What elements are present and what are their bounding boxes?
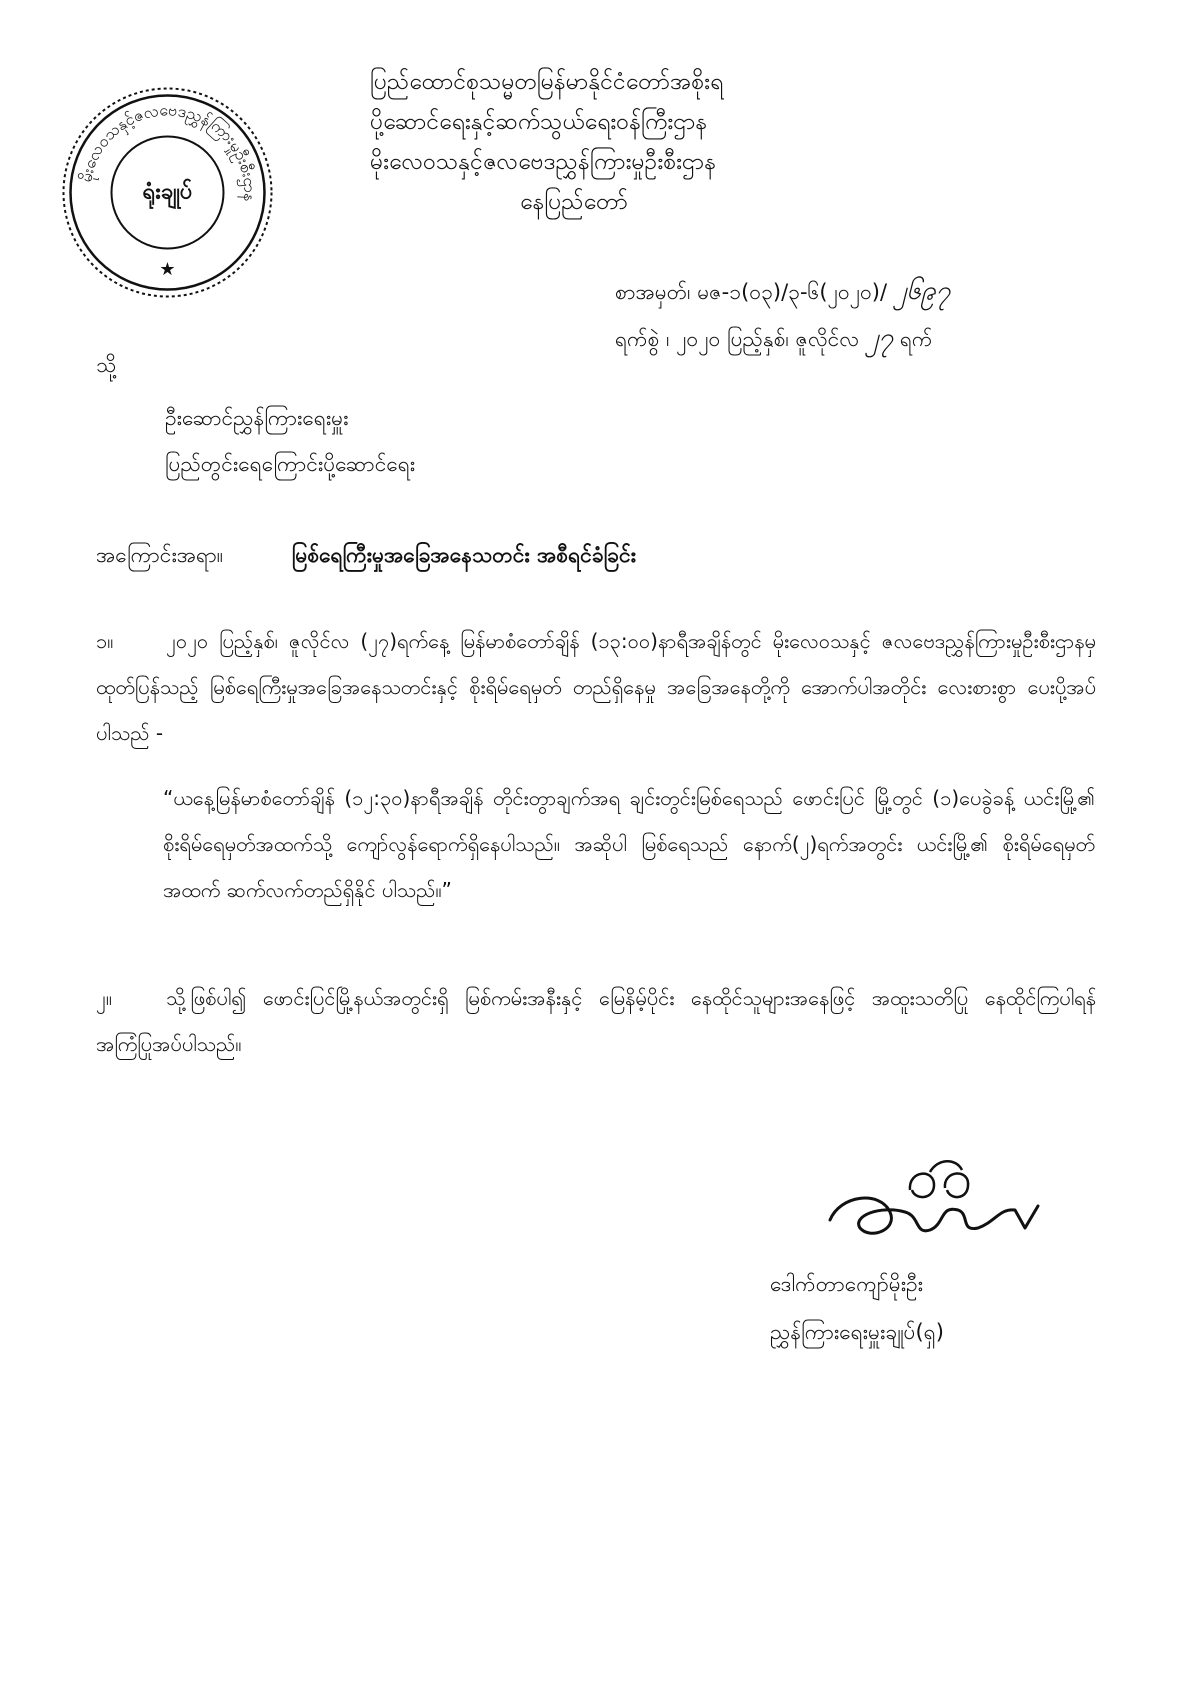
letterhead-government: ပြည်ထောင်စုသမ္မတမြန်မာနိုင်ငံတော်အစိုးရ	[370, 69, 724, 95]
subject-label: အကြောင်းအရာ။	[96, 543, 224, 567]
letterhead-city: နေပြည်တော်	[520, 189, 628, 215]
letterhead-department: မိုးလေဝသနှင့်ဇလဗေဒညွှန်ကြားမှုဦးစီးဌာန	[370, 149, 717, 175]
official-seal	[60, 85, 275, 300]
recipient-organization: ပြည်တွင်းရေကြောင်းပို့ဆောင်ရေး	[165, 452, 416, 476]
signer-name: ဒေါက်တာကျော်မိုးဦး	[770, 1272, 924, 1296]
paragraph-1	[96, 618, 1096, 756]
signer-block	[770, 1260, 944, 1356]
signature-graphic	[810, 1150, 1110, 1260]
signer-title: ညွှန်ကြားရေးမှူးချုပ်(ရှ)	[770, 1320, 944, 1344]
paragraph-1-text: ၂၀၂၀ ပြည့်နှစ်၊ ဇူလိုင်လ (၂၇)ရက်နေ့ မြန်မာစံတော်ချိန် (၁၃:၀၀)နာရီအချိန်တွင် မိုးလေဝသနှင့် ဇလဗေဒညွှန်ကြားမှုဦးစီးဌာနမှ ထုတ်ပြန်သည့် မြစ်ရေကြီးမှုအခြေအနေသတင်းနှင့် စိုးရိမ်ရေမှတ် တည်ရှိနေမှု အခြေအနေတို့ကို အောက်ပါအတိုင်း လေးစားစွာ ပေးပို့အပ်ပါသည် -	[96, 629, 1096, 745]
letterhead	[370, 62, 890, 222]
reference-block	[615, 268, 1135, 362]
to-label: သို့	[96, 353, 117, 377]
reference-label: စာအမှတ်၊	[615, 280, 691, 304]
date-prefix: ၊ ၂၀၂၀ ပြည့်နှစ်၊ ဇူလိုင်လ	[666, 327, 860, 351]
paragraph-2	[96, 975, 1096, 1067]
quoted-bulletin: “ယနေ့မြန်မာစံတော်ချိန် (၁၂:၃၀)နာရီအချိန် တိုင်းတွာချက်အရ ချင်းတွင်းမြစ်ရေသည် ဖောင်းပြင် မြို့တွင် (၁)ပေခွဲခန့် ယင်းမြို့၏ စိုးရိမ်ရေမှတ်အထက်သို့ ကျော်လွန်ရောက်ရှိနေပါသည်။ အဆိုပါ မြစ်ရေသည် နောက်(၂)ရက်အတွင်း ယင်းမြို့၏ စိုးရိမ်ရေမှတ်အထက် ဆက်လက်တည်ရှိနိုင် ပါသည်။”	[163, 786, 1096, 902]
handwritten-signature	[810, 1150, 1110, 1260]
subject-line	[96, 542, 636, 573]
reference-handwritten-number: ၂၆၉၇	[893, 276, 951, 306]
seal-star-icon: ★	[159, 259, 176, 280]
paragraph-2-number: ၂။	[96, 986, 112, 1010]
date-suffix: ရက်	[899, 327, 933, 351]
subject-text: မြစ်ရေကြီးမှုအခြေအနေသတင်း အစီရင်ခံခြင်း	[291, 543, 636, 567]
recipient-title: ဦးဆောင်ညွှန်ကြားရေးမှူး	[165, 406, 349, 430]
seal-center-text: ရုံးချုပ်	[142, 179, 193, 204]
paragraph-1-number: ၁။	[96, 629, 114, 653]
date-line	[615, 315, 1135, 362]
reference-number: မဇ-၁(၀၃)/၃-၆(၂၀၂၀)/	[697, 280, 888, 304]
date-day-handwritten: ၂၇	[865, 323, 894, 353]
seal-ring-text: မိုးလေဝသနှင့်ဇလဗေဒညွှန်ကြားမှုဦးစီးဌာန	[76, 100, 260, 203]
paragraph-2-text: သို့ဖြစ်ပါ၍ ဖောင်းပြင်မြို့နယ်အတွင်းရှိ မြစ်ကမ်းအနီးနှင့် မြေနိမ့်ပိုင်း နေထိုင်သူများအနေဖြင့် အထူးသတိပြု နေထိုင်ကြပါရန် အကြံပြုအပ်ပါသည်။	[96, 986, 1096, 1056]
recipient-block	[165, 395, 415, 487]
letterhead-ministry: ပို့ဆောင်ရေးနှင့်ဆက်သွယ်ရေးဝန်ကြီးဌာန	[370, 109, 708, 135]
date-label: ရက်စွဲ	[615, 327, 660, 351]
reference-number-line	[615, 268, 1135, 315]
